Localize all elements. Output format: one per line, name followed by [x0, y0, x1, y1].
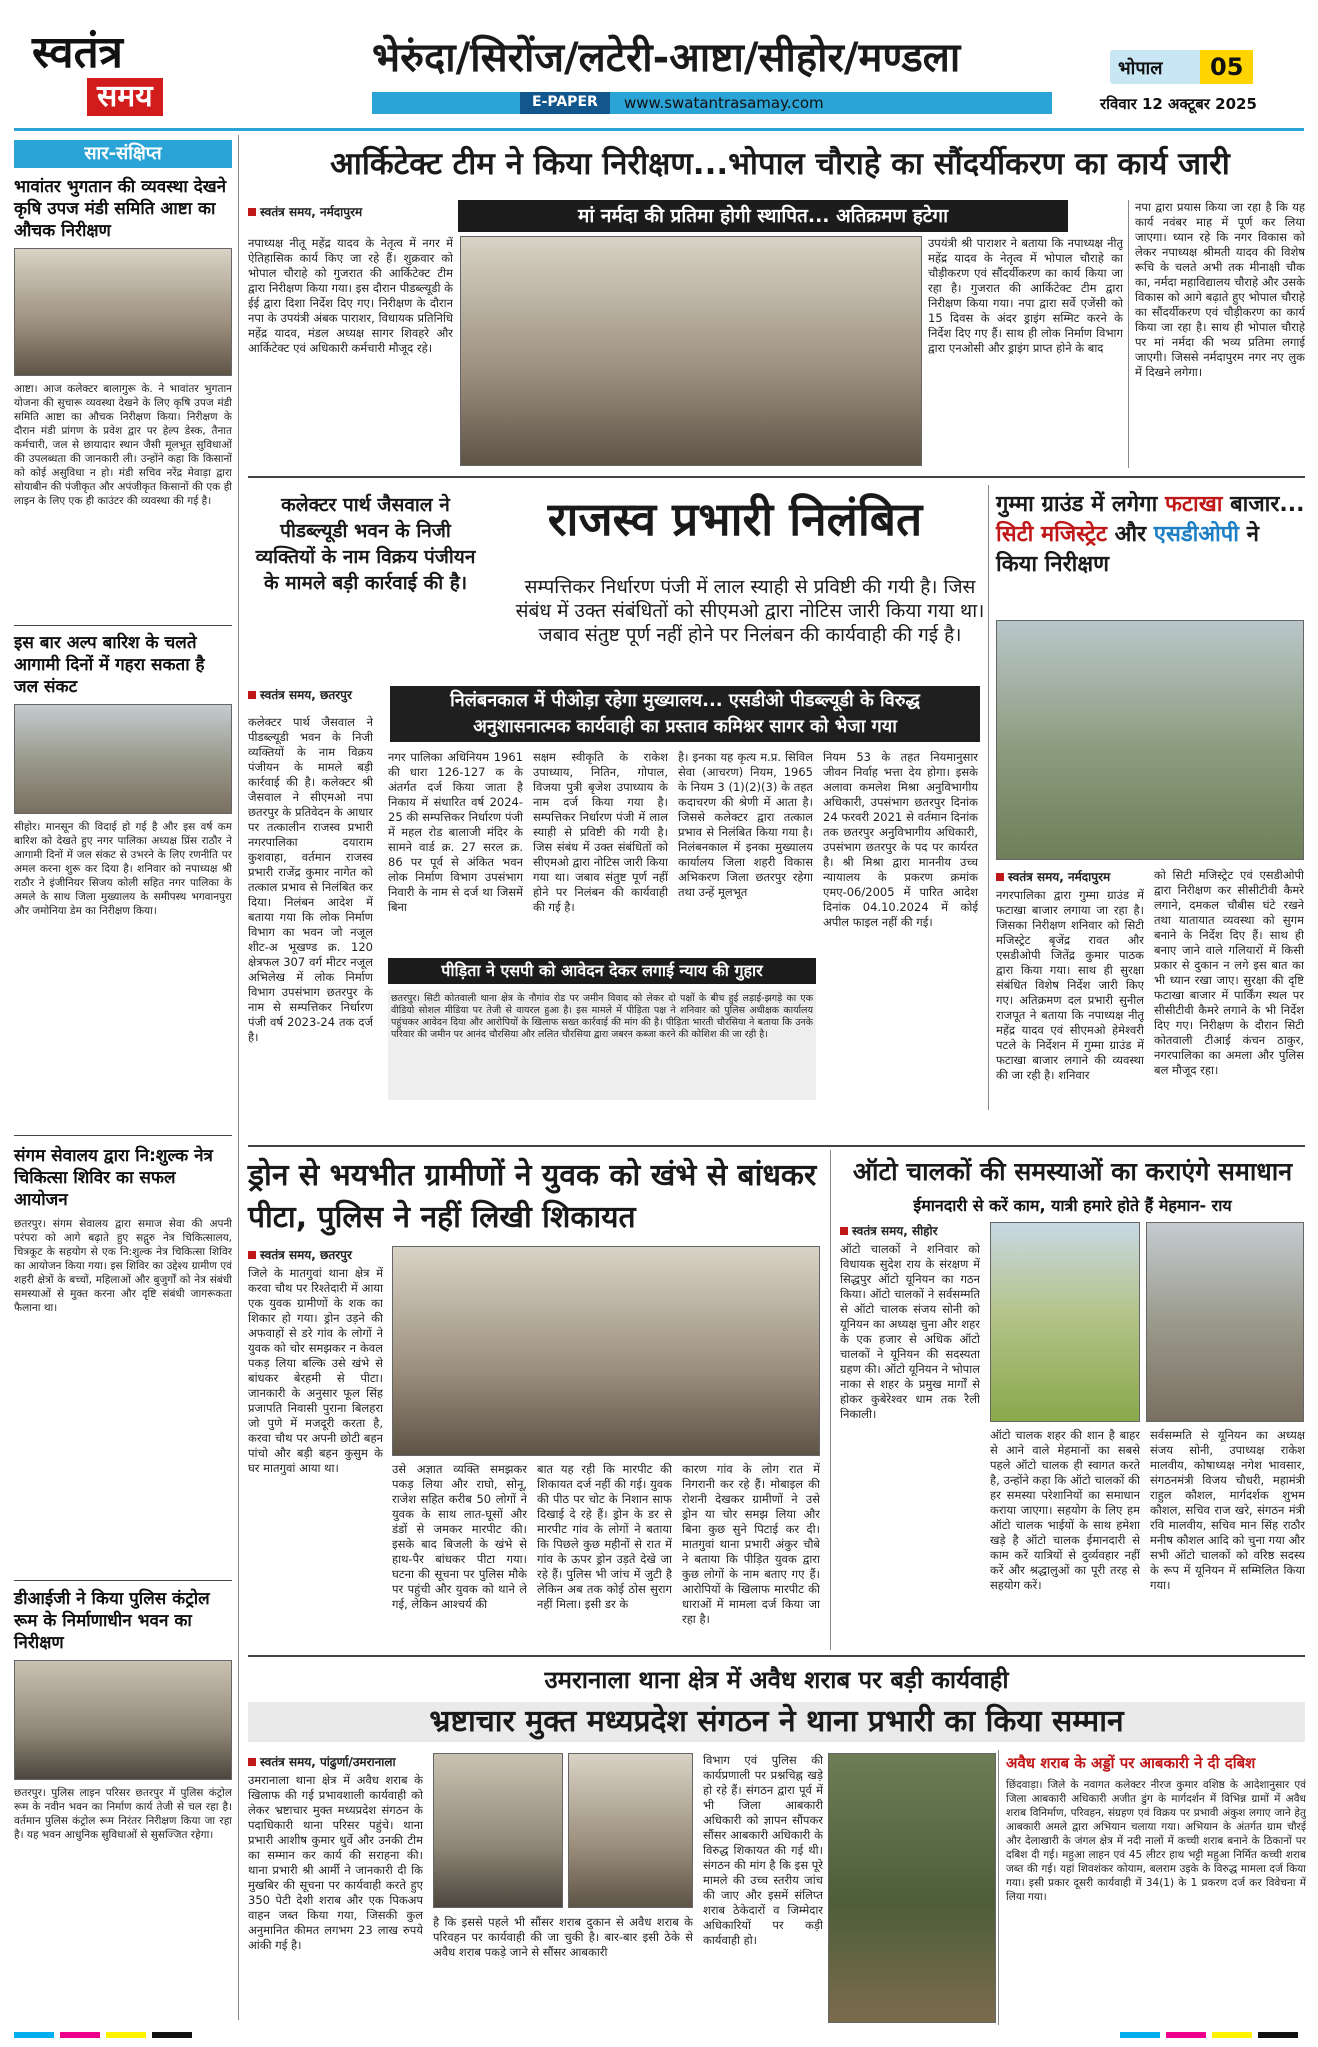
story6-headline: भ्रष्टाचार मुक्त मध्यप्रदेश संगठन ने थाना प्रभारी का किया सम्मान: [248, 1702, 1305, 1742]
story2-box-body: छतरपुर। सिटी कोतवाली थाना क्षेत्र के नौगांव रोड पर जमीन विवाद को लेकर दो पक्षों के बीच हुई लड़ाई-झगड़े का एक वीडियो सोशल मीडिया पर तेजी से वायरल हुआ है। इस मामले में पीड़िता पक्ष ने शनिवार को पुलिस अधीक्षक कार्यालय पहुंचकर आवेदन दिया और आरोपियों के खिलाफ सख्त कार्रवाई की मांग की है। पीड़िता भारती चौरसिया ने बताया कि उनके परिवार की जमीन पर आनंद चौरसिया और ललित चौरसिया द्वारा जबरन कब्जा करने की कोशिश की जा रही है।: [388, 990, 816, 1100]
story3-photo: [996, 620, 1304, 860]
story7-photo: [828, 1753, 996, 2023]
story2-col5: नियम 53 के तहत नियमानुसार जीवन निर्वाह भत्ता देय होगा। इसके अलावा कमलेश मिश्रा अनुविभागीय अधिकारी, उपसंभाग छतरपुर दिनांक 24 फरवरी 2021 से वर्तमान दिनांक तक छतरपुर अनुविभागीय अधिकारी, उपसंभाग छतरपुर के पद पर कार्यरत है। श्री मिश्रा द्वारा माननीय उच्च न्यायालय के प्रकरण क्रमांक एमए-06/2005 में पारित आदेश दिनांक 04.10.2024 में कोई अपील फाइल नहीं की गई।: [823, 750, 978, 929]
sidebar-item: [14, 632, 232, 1110]
sidebar-rule: [14, 625, 232, 626]
story6-kicker: उमरानाला थाना क्षेत्र में अवैध शराब पर बड़ी कार्यवाही: [544, 1666, 1009, 1694]
story2-byline: [248, 686, 352, 703]
story4-col2: उसे अज्ञात व्यक्ति समझकर पकड़ लिया और राघो, सोनू, राजेश सहित करीब 50 लोगों ने युवक के साथ लात-घूसों और डंडों से जमकर मारपीट की। इसके बाद बिजली के खंभे से हाथ-पैर बांधकर पीटा गया। घटना की सूचना पर पुलिस मौके पर पहुंची और युवक को थाने ले गई, लेकिन आश्चर्य की: [392, 1462, 527, 1611]
headline-part: बाजार...: [1230, 492, 1305, 517]
column-divider: [988, 485, 989, 1110]
lead-subhead: मां नर्मदा की प्रतिमा होगी स्थापित... अतिक्रमण हटेगा: [458, 200, 1068, 232]
byline-marker-icon: [996, 873, 1004, 881]
sidebar-item-title: संगम सेवालय द्वारा नि:शुल्क नेत्र चिकित्सा शिविर का सफल आयोजन: [14, 1146, 213, 1210]
story2-deck: सम्पत्तिकर निर्धारण पंजी में लाल स्याही से प्रविष्टी की गयी है। जिस संबंध में उक्त संबंधितों को सीएमओ द्वारा नोटिस जारी किया गया था। जबाव संतुष्ट पूर्ण नहीं होने पर निलंबन की कार्यवाही की गई है।: [515, 576, 985, 646]
lead-body-left: नपाध्यक्ष नीतू महेंद्र यादव के नेतृत्व में नगर में ऐतिहासिक कार्य किए जा रहे हैं। शुक्रवार को भोपाल चौराहे को गुजरात की आर्किटेक्ट टीम द्वारा निरीक्षण किया गया। इस दौरान पीडब्ल्यूडी के ईई द्वारा दिशा निर्देश दिए गए। निरीक्षण के दौरान नपा के उपयंत्री अंबक पाराशर, विधायक प्रतिनिधि महेंद्र यादव, मंडल अध्यक्ष सागर शिवहरे और आर्किटेक्ट एवं अधिकारी कर्मचारी मौजूद रहे।: [248, 236, 453, 355]
headline-part: ने किया निरीक्षण: [996, 522, 1259, 577]
story2-headline: राजस्व प्रभारी निलंबित: [547, 492, 923, 546]
story5-col4: सर्वसम्मति से यूनियन का अध्यक्ष संजय सोनी, उपाध्यक्ष राकेश मालवीय, कोषाध्यक्ष नगेश भावसार, संगठनमंत्री विजय चौधरी, महामंत्री राहुल कौशल, मार्गदर्शक शुभम कौशल, सचिव राज खरे, संगठन मंत्री रवि मालवीय, सचिव मान सिंह राठौर मनीष कौशल आदि को चुना गया और सभी ऑटो चालकों को वरिष्ठ सदस्य के रूप में यूनियन में सम्मिलित किया गया।: [1150, 1428, 1305, 1592]
lead-byline: [248, 203, 362, 220]
story4-photo: [392, 1246, 820, 1456]
site-url-link[interactable]: www.swatantrasamay.com: [624, 94, 824, 112]
sidebar-item-title: डीआईजी ने किया पुलिस कंट्रोल रूम के निर्माणाधीन भवन का निरीक्षण: [14, 1589, 210, 1653]
byline-text: स्वतंत्र समय, छतरपुर: [260, 1248, 352, 1262]
story2-col3: सक्षम स्वीकृति के राकेश उपाध्याय, नितिन, गोपाल, विजया पुत्री बृजेश उपाध्याय के नाम दर्ज किया गया है। सम्पत्तिकर निर्धारण पंजी में लाल स्याही से प्रविष्टी की गयी है। जिस संबंध में उक्त संबंधितों को सीएमओ द्वारा नोटिस जारी किया गया था। जबाव संतुष्ट पूर्ण नहीं होने पर निलंबन की कार्यवाही की गई है।: [533, 750, 668, 914]
sidebar-photo: [14, 704, 232, 814]
sidebar-item: [14, 1588, 232, 2036]
story6-col2: है कि इससे पहले भी सौंसर शराब दुकान से अवैध शराब के परिवहन पर कार्यवाही की जा चुकी है। बार-बार इसी ठेके से अवैध शराब पकड़े जाने से सौंसर आबकारी: [433, 1915, 693, 1959]
headline-part: एसडीओपी: [1153, 522, 1240, 547]
story2-col1: कलेक्टर पार्थ जैसवाल ने पीडब्ल्यूडी भवन के निजी व्यक्तियों के नाम विक्रय पंजीयन के मामले बड़ी कार्रवाई की है। कलेक्टर श्री जैसवाल ने सीएमओ नपा छतरपुर के प्रतिवेदन के आधार पर तत्कालीन राजस्व प्रभारी नगरपालिका दयाराम कुशवाहा, वर्तमान राजस्व प्रभारी राजेंद्र कुमार नागेत को तत्काल प्रभाव से निलंबित कर दिया। निलंबन आदेश में बताया गया कि लोक निर्माण विभाग का भवन जो नजूल शीट-अ भूखण्ड क्र. 120 क्षेत्रफल 307 वर्ग मीटर नजूल अभिलेख में लोक निर्माण विभाग उपसंभाग छतरपुर के नाम से सम्पत्तिकर निर्धारण पंजी वर्ष 2023-24 तक दर्ज है।: [248, 715, 373, 1044]
byline-text: स्वतंत्र समय, नर्मदापुरम: [1008, 870, 1111, 884]
section-rule: [248, 1145, 1305, 1147]
byline-text: स्वतंत्र समय, नर्मदापुरम: [260, 205, 363, 219]
story5-photo-right: [1146, 1222, 1304, 1422]
story3-byline: [996, 868, 1110, 885]
headline-part: और: [1114, 522, 1147, 547]
story4-byline: [248, 1246, 352, 1263]
story2-quote: कलेक्टर पार्थ जैसवाल ने पीडब्ल्यूडी भवन के निजी व्यक्तियों के नाम विक्रय पंजीयन के मामले बड़ी कार्रवाई की है।: [255, 494, 476, 594]
sidebar-photo: [14, 1660, 232, 1780]
page-number: 05: [1200, 50, 1253, 84]
sidebar-item-body: सीहोर। मानसून की विदाई हो गई है और इस वर्ष कम बारिश को देखते हुए नगर पालिका अध्यक्ष प्रिंस राठौर ने आगामी दिनों में जल संकट से उभरने के लिए रणनीति पर अमल करना शुरू कर दिया है। शनिवार को नपाध्यक्ष श्री राठौर ने इंजीनियर सिजय कोली सहित नगर पालिका के अमले के साथ जिला मुख्यालय के समीपस्थ भगवानपुरा और जमोनिया डेम का निरीक्षण किया।: [14, 821, 232, 917]
story2-col2: नगर पालिका अधिनियम 1961 की धारा 126-127 क के अंतर्गत दर्ज किया जाता है निकाय में संधारित वर्ष 2024-25 की सम्पत्तिकर निर्धारण पंजी में महल रोड बालाजी मंदिर के सामने वार्ड क्र. 27 सरल क्र. 86 पर पूर्व से अंकित भवन लोक निर्माण विभाग उपसंभाग निवारी के नाम से दर्ज था जिसमें बिना: [388, 750, 523, 914]
story3-headline: [996, 490, 1306, 580]
masthead-rule: [14, 128, 1304, 131]
story5-photo-left: [990, 1222, 1140, 1422]
byline-text: स्वतंत्र समय, पांढुर्णा/उमरानाला: [260, 1755, 396, 1769]
cmyk-yellow: [1212, 2032, 1252, 2038]
sidebar-photo: [14, 248, 232, 376]
cmyk-cyan: [1120, 2032, 1160, 2038]
byline-marker-icon: [248, 1251, 256, 1259]
byline-text: स्वतंत्र समय, छतरपुर: [260, 688, 352, 702]
section-rule: [248, 1655, 1305, 1657]
sidebar-item-title: भावांतर भुगतान की व्यवस्था देखने कृषि उपज मंडी समिति आष्टा का औचक निरीक्षण: [14, 177, 227, 241]
lead-body-mid: उपयंत्री श्री पाराशर ने बताया कि नपाध्यक्ष नीतू महेंद्र यादव के नेतृत्व में भोपाल चौराहे का चौड़ीकरण एवं सौंदर्यीकरण का कार्य किया जा रहा है। गुजरात की आर्किटेक्ट टीम द्वारा निरीक्षण किया गया। नपा द्वारा सर्वे एजेंसी को 15 दिवस के अंदर ड्राइंग सम्मिट करने के निर्देश दिए गए हैं। साथ ही लोक निर्माण विभाग द्वारा एनओसी और ड्राइंग प्राप्त होने के बाद: [928, 236, 1123, 355]
sidebar-divider: [238, 135, 239, 2020]
section-rule: [248, 476, 1305, 478]
story5-byline: [840, 1222, 938, 1239]
story2-box-title: पीड़िता ने एसपी को आवेदन देकर लगाई न्याय की गुहार: [388, 958, 816, 984]
story5-headline: ऑटो चालकों की समस्याओं का कराएंगे समाधान: [852, 1157, 1293, 1186]
story4-headline: ड्रोन से भयभीत ग्रामीणों ने युवक को खंभे से बांधकर पीटा, पुलिस ने नहीं लिखी शिकायत: [248, 1158, 817, 1235]
sidebar-header: सार-संक्षिप्त: [14, 140, 232, 168]
story6-byline: [248, 1753, 396, 1770]
lead-photo: [460, 236, 922, 466]
byline-text: स्वतंत्र समय, सीहोर: [852, 1224, 938, 1238]
sidebar-item-body: छतरपुर। संगम सेवालय द्वारा समाज सेवा की अपनी परंपरा को आगे बढ़ाते हुए सद्गुरु नेत्र चिकित्सालय, चित्रकूट के सहयोग से एक नि:शुल्क नेत्र चिकित्सा शिविर का आयोजन किया गया। इस शिविर का उद्देश्य ग्रामीण एवं शहरी क्षेत्रों के बच्चों, महिलाओं और बुजुर्गों को नेत्र संबंधी समस्याओं से मुक्त करना और दृष्टि संबंधी जागरूकता फैलाना था।: [14, 1218, 232, 1314]
cmyk-cyan: [14, 2032, 54, 2038]
sidebar-item-body: आष्टा। आज कलेक्टर बालागुरू के. ने भावांतर भुगतान योजना की सुचारू व्यवस्था देखने के लिए कृषि उपज मंडी समिति आष्टा का औचक निरीक्षण किया। निरीक्षण के दौरान मंडी प्रांगण के प्रवेश द्वार पर हेल्प डेस्क, तैनात कर्मचारी, जल से छायादार स्थान जैसी मूलभूत सुविधाओं की उपलब्धता की जानकारी ली। उन्होंने कहा कि किसानों को कोई असुविधा न हो। मंडी सचिव नरेंद्र मेवाड़ा द्वारा सोयाबीन की पंजीकृत और अपंजीकृत किसानों की एक ही लाइन के लिए एक ही काउंटर की व्यवस्था की गई है।: [14, 383, 232, 507]
headline-part: गुम्मा ग्राउंड में लगेगा: [996, 492, 1158, 517]
cmyk-black: [152, 2032, 192, 2038]
story7-headline-text: अवैध शराब के अड्डों पर आबकारी ने दी दबिश: [1006, 1754, 1256, 1772]
lead-headline: आर्किटेक्ट टीम ने किया निरीक्षण...भोपाल चौराहे का सौंदर्यीकरण का कार्य जारी: [330, 146, 1230, 182]
byline-marker-icon: [248, 691, 256, 699]
cmyk-magenta: [60, 2032, 100, 2038]
sidebar-rule: [14, 1580, 232, 1581]
logo-text-bottom: समय: [87, 78, 163, 116]
column-divider: [830, 1150, 831, 1650]
epaper-label[interactable]: E-PAPER: [520, 92, 610, 114]
story3-col2: को सिटी मजिस्ट्रेट एवं एसडीओपी द्वारा निरीक्षण कर सीसीटीवी कैमरे लगाने, दमकल चौबीस घंटे रखने तथा यातायात व्यवस्था को सुगम बनाने के निर्देश दिए हैं। साथ ही बनाए जाने वाले गलियारों में किसी प्रकार से दुकान न लगे इस बात का भी ध्यान रखा जाए। सुरक्षा की दृष्टि फटाखा बाजार में पार्किंग स्थल पर सीसीटीवी कैमरे लगाने के भी निर्देश दिए गए। निरीक्षण के दौरान सिटी कोतवाली टीआई कंचन ठाकुर, नगरपालिका का अमला और पुलिस बल मौजूद रहा।: [1154, 868, 1304, 1077]
story5-col1: ऑटो चालकों ने शनिवार को विधायक सुदेश राय के संरक्षण में सिद्धपुर ऑटो यूनियन का गठन किया। ऑटो चालकों ने सर्वसम्मति से ऑटो चालक संजय सोनी को यूनियन का अध्यक्ष चुना और शहर के एक हजार से अधिक ऑटो चालकों ने यूनियन की सदस्यता ग्रहण की। ऑटो यूनियन ने भोपाल नाका से शहर के प्रमुख मार्गों से होकर कुबेरेश्वर धाम तक रैली निकाली।: [840, 1242, 980, 1421]
sidebar-rule: [14, 1135, 232, 1136]
page-city: भोपाल: [1118, 58, 1163, 79]
edition-title: भेरुंदा/सिरोंज/लटेरी-आष्टा/सीहोर/मण्डला: [372, 35, 961, 81]
story2-col4: है। इनका यह कृत्य म.प्र. सिविल सेवा (आचरण) नियम, 1965 के नियम 3 (1)(2)(3) के तहत कदाचरण की श्रेणी में आता है। जिससे कलेक्टर द्वारा तत्काल प्रभाव से निलंबित किया गया है। निलंबनकाल में इनका मुख्यालय कार्यालय जिला शहरी विकास अभिकरण जिला छतरपुर रहेगा तथा उन्हें मूलभूत: [678, 750, 813, 899]
logo-text-top: स्वतंत्र: [32, 27, 123, 78]
story5-subhead: ईमानदारी से करें काम, यात्री हमारे होते हैं मेहमान- राय: [913, 1196, 1232, 1215]
story7-body: छिंदवाड़ा। जिले के नवागत कलेक्टर नीरज कुमार वशिष्ठ के आदेशानुसार एवं जिला आबकारी अधिकारी अजीत डुंग के मार्गदर्शन में विभिन्न ग्रामों में अवैध शराब विनिर्माण, परिवहन, संग्रहण एवं विक्रय पर प्रभावी अंकुश लगाए जाने हेतु आबकारी अमले द्वारा अभियान चलाया गया। अभियान के अंतर्गत ग्राम चौरई और देलाखारी के जंगल क्षेत्र में नदी नालों में कच्ची शराब बनाने के ठिकानों पर दबिश दी गई। महुआ लाहन एवं 45 लीटर हाथ भट्टी महुआ निर्मित कच्ची शराब जब्त की गई। यहां शिवशंकर कोयाम, बलराम उइके के विरुद्ध मामला दर्ज किया गया। इसी प्रकार दूसरी कार्यवाही में 34(1) के 1 प्रकरण दर्ज कर विवेचना में लिया गया।: [1006, 1779, 1306, 1903]
cmyk-black: [1258, 2032, 1298, 2038]
headline-part: सिटी मजिस्ट्रेट: [996, 522, 1107, 547]
masthead-logo: [32, 28, 182, 118]
byline-marker-icon: [840, 1227, 848, 1235]
story6-photo-1: [433, 1753, 563, 1908]
column-divider: [1128, 200, 1129, 468]
story7-headline: [1006, 1753, 1306, 1773]
sidebar-item-body: छतरपुर। पुलिस लाइन परिसर छतरपुर में पुलिस कंट्रोल रूम के नवीन भवन का निर्माण कार्य तेजी से चल रहा है। वर्तमान पुलिस कंट्रोल रूम निरंतर निरीक्षण किया जा रहा है। यह भवन आधुनिक सुविधाओं से सुसज्जित रहेगा।: [14, 1787, 232, 1841]
page-date: रविवार 12 अक्टूबर 2025: [1100, 95, 1257, 113]
sidebar-item: [14, 176, 232, 582]
story3-col1: नगरपालिका द्वारा गुम्मा ग्राउंड में फटाखा बाजार लगाया जा रहा है। जिसका निरीक्षण शनिवार को सिटी मजिस्ट्रेट बृजेंद्र रावत और एसडीओपी जितेंद्र कुमार पाठक द्वारा किया गया। साथ ही सुरक्षा संबंधित विशेष निर्देश जारी किए गए। अतिक्रमण दल प्रभारी सुनील राजपूत ने बताया कि नपाध्यक्ष नीतू महेंद्र यादव एवं सीएमओ हेमेश्वरी पटले के निर्देशन में गुम्मा ग्राउंड में फटाखा बाजार लगाने की व्यवस्था की जा रही है। शनिवार: [996, 888, 1144, 1082]
sidebar-item-title: इस बार अल्प बारिश के चलते आगामी दिनों में गहरा सकता है जल संकट: [14, 633, 205, 697]
story6-col3: विभाग एवं पुलिस की कार्यप्रणाली पर प्रश्नचिह्न खड़े हो रहे हैं। संगठन द्वारा पूर्व में भी जिला आबकारी अधिकारी को ज्ञापन सौंपकर सौंसर आबकारी अधिकारी के विरुद्ध शिकायत की गई थी। संगठन की मांग है कि इस पूरे मामले की उच्च स्तरीय जांच की जाए और इसमें संलिप्त शराब ठेकेदारों व जिम्मेदार अधिकारियों पर कड़ी कार्यवाही हो।: [703, 1753, 823, 1947]
headline-part: फटाखा: [1164, 492, 1223, 517]
story5-col3: ऑटो चालक शहर की शान है बाहर से आने वाले मेहमानों का सबसे पहले ऑटो चालक ही स्वागत करते है, उन्होंने कहा कि ऑटो चालकों की हर समस्या परेशानियों का समाधान कराया जाएगा। सहयोग के लिए हम ऑटो चालक भाईयों के साथ हमेशा खड़े है ऑटो चालक ईमानदारी से काम करें यात्रियों से दुर्व्यवहार नहीं करें और श्रद्धालुओं का पूरी तरह से सहयोग करें।: [990, 1428, 1140, 1592]
byline-marker-icon: [248, 208, 256, 216]
byline-marker-icon: [248, 1758, 256, 1766]
column-divider: [998, 1750, 999, 2025]
story4-col3: बात यह रही कि मारपीट की शिकायत दर्ज नहीं की गई। युवक की पीठ पर चोट के निशान साफ दिखाई दे रहे हैं। ड्रोन के डर से मारपीट गांव के लोगों ने बताया कि पिछले कुछ महीनों से रात में गांव के ऊपर ड्रोन उड़ते देखे जा रहे हैं। पुलिस भी जांच में जुटी है लेकिन अब तक कोई ठोस सुराग नहीं मिला। इसी डर के: [537, 1462, 672, 1611]
lead-body-right: नपा द्वारा प्रयास किया जा रहा है कि यह कार्य नवंबर माह में पूर्ण कर लिया जाएगा। ध्यान रहे कि नगर विकास को लेकर नपाध्यक्ष श्रीमती यादव की विशेष रूचि के चलते अभी तक मीनाक्षी चौक का, नर्मदा महाविद्यालय चौराहे और उसके विकास को आगे बढ़ाते हुए भोपाल चौराहे का सौंदर्यीकरण एवं चौड़ीकरण का कार्य किया जा रहा है। साथ ही भोपाल चौराहे पर मां नर्मदा की भव्य प्रतिमा लगाई जाएगी। जिससे नर्मदापुरम नगर नए लुक में दिखने लगेगा।: [1135, 200, 1305, 379]
story6-col1: उमरानाला थाना क्षेत्र में अवैध शराब के खिलाफ की गई प्रभावशाली कार्यवाही को लेकर भ्रष्टाचार मुक्त मध्यप्रदेश संगठन के पदाधिकारी थाना परिसर पहुंचे। थाना प्रभारी आशीष कुमार धुर्वे और उनकी टीम का सम्मान कर कार्य की सराहना की। थाना प्रभारी श्री आर्मी ने जानकारी दी कि मुखबिर की सूचना पर कार्यवाही करते हुए 350 पेटी देशी शराब और एक पिकअप वाहन जब्त किया गया, जिसकी कुल अनुमानित कीमत लगभग 23 लाख रुपये आंकी गई है।: [248, 1773, 423, 1952]
story6-photo-2: [568, 1753, 693, 1908]
story4-col4: कारण गांव के लोग रात में निगरानी कर रहे हैं। मोबाइल की रोशनी देखकर ग्रामीणों ने उसे ड्रोन या चोर समझ लिया और बिना कुछ सुने पिटाई कर दी। मातगुवां थाना प्रभारी अंकुर चौबे ने बताया कि पीड़ित युवक द्वारा कुछ लोगों के नाम बताए गए हैं। आरोपियों के खिलाफ मारपीट की धाराओं में मामला दर्ज किया जा रहा है।: [682, 1462, 820, 1626]
cmyk-magenta: [1166, 2032, 1206, 2038]
story2-subhead: निलंबनकाल में पीओड़ा रहेगा मुख्यालय... एसडीओ पीडब्ल्यूडी के विरुद्ध अनुशासनात्मक कार्यवाही का प्रस्ताव कमिश्नर सागर को भेजा गया: [390, 686, 980, 742]
cmyk-yellow: [106, 2032, 146, 2038]
sidebar-item: [14, 1145, 232, 1587]
story4-col1: जिले के मातगुवां थाना क्षेत्र में करवा चौथ पर रिश्तेदारी में आया एक युवक ग्रामीणों के शक का शिकार हो गया। ड्रोन उड़ने की अफवाहों से डरे गांव के लोगों ने युवक को चोर समझकर न केवल पकड़ लिया बल्कि उसे खंभे से बांधकर बेरहमी से पीटा। जानकारी के अनुसार फूल सिंह प्रजापति निवासी पुराना बिलहरा जो पुणे में मजदूरी करता है, करवा चौथ पर अपनी छोटी बहन पांचो और बड़ी बहन कुसुम के घर मातगुवां आया था।: [248, 1266, 383, 1475]
